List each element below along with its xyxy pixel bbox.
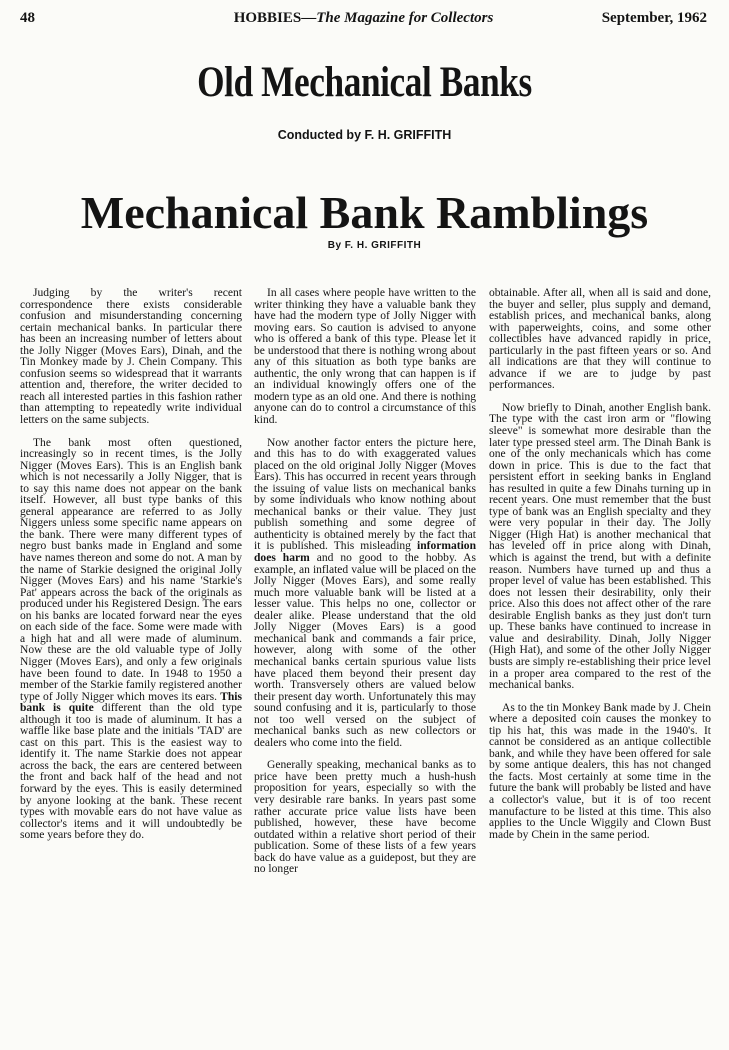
paragraph-text: Now another factor enters the picture here, and this has to do with exaggerated values placed on the old original Jolly Nigger (Moves Ears). This has occurred in recent years through the issuing of value lists on mechanical banks by some individuals who know nothing about mechanical banks or their value. They just publish something and some degree of authenticity is obtained merely by the fact that it is published. This misleading xyxy=(254,436,476,553)
paragraph: obtainable. After all, when all is said and done, the buyer and seller, plus supply and demand, establish prices, and mechanical banks, along with paperweights, coins, and some other collectibles have advanced rapidly in price, particularly in the past fifteen years or so. And all indications are that they will continue to advance if we are to judge by past performances. xyxy=(489,288,711,392)
paragraph-text: The bank most often questioned, increasingly so in recent times, is the Jolly Nigger (Moves Ears). This is an English bank which is not necessarily a Jolly Nigger, that is to say this name does not appear on the bank itself. However, all bust type banks of this general appearance are referred to as Jolly Niggers unless some specific name appears on the bank. There were many different types of negro bust banks made in England and some have names thereon and some do not. A man by the name of Starkie designed the original Jolly Nigger (Moves Ears) and his name 'Starkie's Pat' appears across the back of the originals as produced under his Registered Design. The ears on his banks are located forward near the eyes on each side of the face. Some were made with a high hat and all were made of aluminum. Now these are the old valuable type of Jolly Nigger (Moves Ears), and only a few originals have been found to date. In 1948 to 1950 a member of the Starkie family registered another type of Jolly Nigger which moves its ears. xyxy=(20,436,242,703)
paragraph-emphasis: information does harm xyxy=(254,540,476,565)
paragraph: In all cases where people have written to the writer thinking they have a valuable bank they have had the modern type of Jolly Nigger with moving ears. So caution is advised to anyone who is offered a bank of this type. Please let it be understood that there is nothing wrong about any of this situation as both type banks are authentic, the only wrong that can happen is if an individual knowingly offers one of the modern type as an old one. And there is nothing anyone can do to control a circumstance of this kind. xyxy=(254,288,476,427)
page-number: 48 xyxy=(20,10,35,26)
paragraph xyxy=(254,438,476,750)
article-title: Mechanical Bank Ramblings xyxy=(80,187,649,238)
section-title: Old Mechanical Banks xyxy=(197,59,532,106)
running-header xyxy=(20,10,707,30)
column-3 xyxy=(489,288,711,1040)
paragraph: Judging by the writer's recent correspondence there exists considerable confusion and misunderstanding concerning certain mechanical banks. In particular there has been an increasing number of letters about the Jolly Nigger (Moves Ears), Dinah, and the Tin Monkey made by J. Chein Company. This confusion seems so widespread that it warrants attention and, therefore, the writer decided to reach all interested parties in this fashion rather than attempting to repeatedly write individual letters on the same subjects. xyxy=(20,288,242,427)
magazine-name: The Magazine for Collectors xyxy=(316,10,494,26)
paragraph-text: and no good to the hobby. As example, an inflated value will be placed on the Jolly Nigger (Moves Ears), and some really much more valuable bank will be listed at a lesser value. This helps no one, collector or dealer alike. Please understand that the old Jolly Nigger (Moves Ears) is a good mechanical bank and commands a fair price, however, along with some of the other mechanical banks certain spurious value lists have placed them beyond their present day worth. Transversely others are valued below their present day worth. Unfortunately this may sound confusing and it is, particularly to those not too well versed on the subject of mechanical banks such as new collectors or dealers who come into the field. xyxy=(254,552,476,749)
paragraph: As to the tin Monkey Bank made by J. Chein where a deposited coin causes the monkey to tip his hat, this was made in the 1940's. It cannot be considered as an antique collectible bank, and while they have been offered for sale by some antique dealers, this has not changed the facts. Most certainly at some time in the future the bank will probably be listed and have a collector's value, but it is of too recent manufacture to be listed at this time. This also applies to the Uncle Wiggily and Clown Bust made by Chein in the same period. xyxy=(489,701,711,841)
paragraph: Now briefly to Dinah, another English bank. The type with the cast iron arm or "flowing sleeve" is somewhat more desirable than the later type pressed steel arm. The Dinah Bank is one of the only mechanicals which has come down in price. This is due to the fact that persistent effort in seeking banks in England has resulted in quite a few Dinahs turning up in recent years. One must remember that the bust type of bank was an English specialty and they were very popular in their day. The Jolly Nigger (High Hat) is another mechanical that has leveled off in price along with Dinah, which is against the trend, but with a definite reason. Numbers have turned up and thus a proper level of value has been established. This does not lessen their desirability, only their price. Also this does not affect other of the rare desirable English banks as they just don't turn up. These banks have continued to increase in value and desirability. Dinah, Jolly Nigger (High Hat), and some of the other Jolly Nigger busts are simply re-establishing their price level in a proper area compared to the rest of the mechanical banks. xyxy=(489,401,711,692)
paragraph-text: different than the old type although it too is made of aluminum. It has a waffle like base plate and the initials 'TAD' are cast on this part. This is the easiest way to identify it. The name Starkie does not appear across the back, the ears are centered between the front and back half of the head and not forward by the eyes. This is easily determined by anyone looking at the bank. These recent types with movable ears do not have value as collector's items and it will undoubtedly be some years before they do. xyxy=(20,702,242,842)
paragraph-emphasis: This bank is quite xyxy=(20,690,242,715)
byline: By F. H. GRIFFITH xyxy=(327,240,422,251)
magazine-prefix: HOBBIES— xyxy=(233,10,317,26)
column-2 xyxy=(254,288,476,1040)
issue-date: September, 1962 xyxy=(601,10,707,26)
column-1 xyxy=(20,288,242,1040)
conducted-by: Conducted by F. H. GRIFFITH xyxy=(277,128,452,142)
paragraph xyxy=(20,438,242,842)
paragraph: Generally speaking, mechanical banks as to price have been pretty much a hush-hush proposition for years, especially so with the very desirable rare banks. In years past some rather accurate price value lists have been published, however, these have become outdated within a relative short period of their publication. Some of these lists of a few years back do have value as a guidepost, but they are no longer xyxy=(254,759,476,876)
